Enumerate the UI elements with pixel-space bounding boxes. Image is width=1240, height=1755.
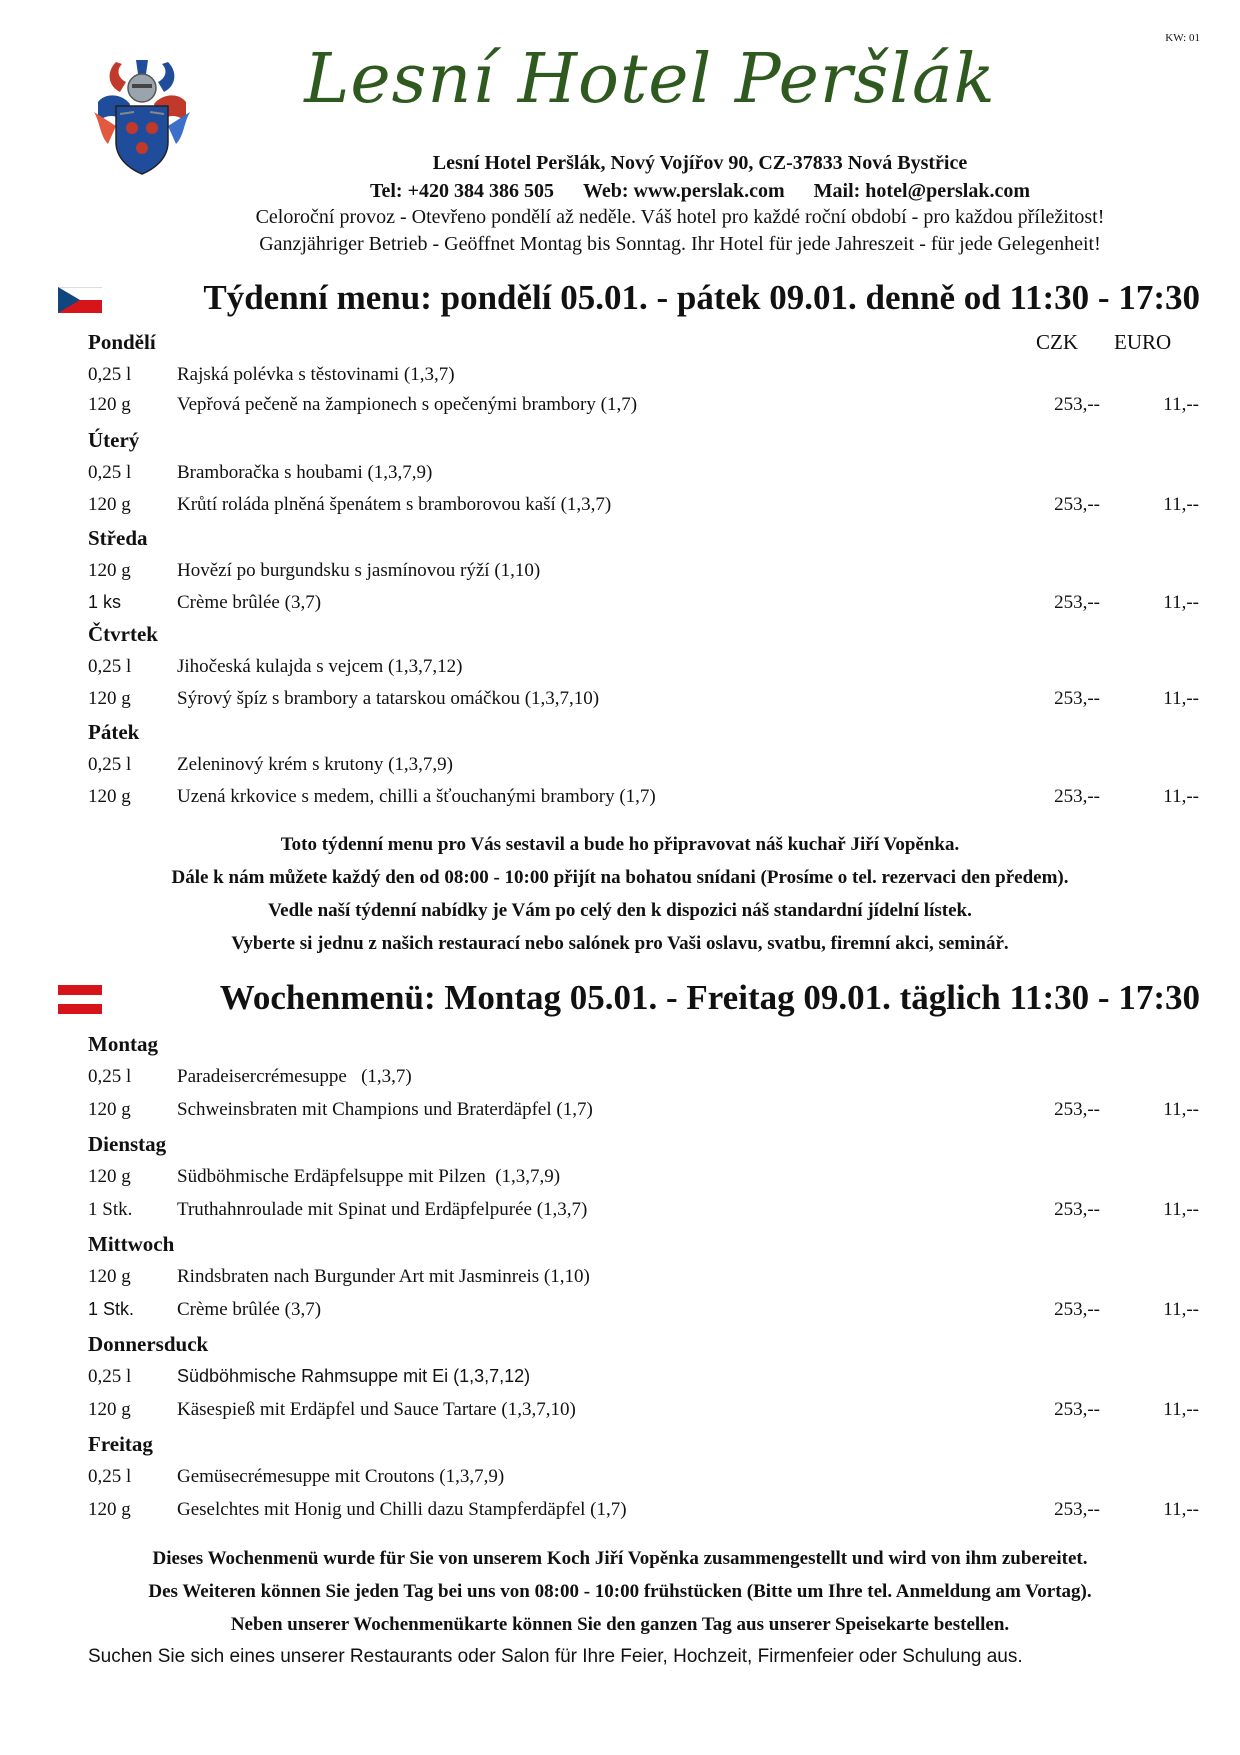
website-link[interactable]: Web: www.perslak.com	[582, 180, 785, 202]
hotel-brand-title: Lesní Hotel Peršlák	[304, 40, 996, 119]
menu-qty: 120 g	[88, 494, 131, 515]
day-heading: Dienstag	[88, 1132, 167, 1156]
menu-note: Toto týdenní menu pro Vás sestavil a bude ho připravovat náš kuchař Jiří Vopěnka.	[280, 834, 960, 855]
menu-dish: Rindsbraten nach Burgunder Art mit Jasminreis (1,10)	[177, 1266, 590, 1287]
price-czk: 253,--	[1054, 1099, 1100, 1120]
menu-dish: Vepřová pečeně na žampionech s opečenými brambory (1,7)	[177, 394, 638, 415]
menu-note: Suchen Sie sich eines unserer Restaurants oder Salon für Ihre Feier, Hochzeit, Firmenfeier oder Schulung aus.	[88, 1646, 1023, 1667]
price-czk: 253,--	[1054, 1199, 1100, 1220]
menu-qty: 120 g	[88, 1499, 131, 1520]
menu-note: Vedle naší týdenní nabídky je Vám po celý den k dispozici náš standardní jídelní lístek.	[268, 900, 972, 921]
price-czk: 253,--	[1054, 1499, 1100, 1520]
menu-row	[0, 1499, 1240, 1529]
menu-qty: 120 g	[88, 688, 131, 709]
price-czk: 253,--	[1054, 786, 1100, 807]
menu-row	[0, 1199, 1240, 1229]
menu-dish: Südböhmische Erdäpfelsuppe mit Pilzen (1,3,7,9)	[177, 1166, 561, 1187]
menu-note: Vyberte si jednu z našich restaurací nebo salónek pro Vaši oslavu, svatbu, firemní akci, seminář.	[231, 933, 1009, 954]
price-czk: 253,--	[1054, 1399, 1100, 1420]
austrian-flag-icon	[58, 985, 102, 1014]
price-czk: 253,--	[1054, 394, 1100, 415]
menu-qty: 1 Stk.	[88, 1199, 133, 1220]
price-eur: 11,--	[1163, 1099, 1199, 1120]
price-eur: 11,--	[1163, 1299, 1199, 1320]
menu-qty: 120 g	[88, 394, 131, 415]
menu-dish: Gemüsecrémesuppe mit Croutons (1,3,7,9)	[177, 1466, 505, 1487]
menu-row	[0, 1399, 1240, 1429]
price-eur: 11,--	[1163, 494, 1199, 515]
price-eur: 11,--	[1163, 1199, 1199, 1220]
menu-dish: Hovězí po burgundsku s jasmínovou rýží (1,10)	[177, 560, 541, 581]
menu-row	[0, 754, 1240, 784]
tagline-german: Ganzjähriger Betrieb - Geöffnet Montag bis Sonntag. Ihr Hotel für jede Jahreszeit - für jede Gelegenheit!	[259, 233, 1101, 255]
price-czk: 253,--	[1054, 1299, 1100, 1320]
day-heading: Pátek	[88, 720, 140, 744]
czech-menu-title: Týdenní menu: pondělí 05.01. - pátek 09.01. denně od 11:30 - 17:30	[203, 278, 1200, 317]
menu-row	[0, 364, 1240, 394]
menu-dish: Sýrový špíz s brambory a tatarskou omáčkou (1,3,7,10)	[177, 688, 600, 709]
menu-dish: Geselchtes mit Honig und Chilli dazu Stampferdäpfel (1,7)	[177, 1499, 627, 1520]
menu-row	[0, 494, 1240, 524]
menu-row	[0, 1099, 1240, 1129]
contact-line	[80, 180, 1240, 203]
day-heading: Freitag	[88, 1432, 153, 1456]
menu-dish: Uzená krkovice s medem, chilli a šťouchanými brambory (1,7)	[177, 786, 656, 807]
menu-qty: 1 ks	[88, 592, 122, 612]
menu-dish: Käsespieß mit Erdäpfel und Sauce Tartare (1,3,7,10)	[177, 1399, 576, 1420]
menu-row	[0, 560, 1240, 590]
day-heading: Středa	[88, 526, 148, 550]
hotel-address: Lesní Hotel Peršlák, Nový Vojířov 90, CZ-37833 Nová Bystřice	[432, 152, 968, 174]
menu-row	[0, 1266, 1240, 1296]
menu-dish: Jihočeská kulajda s vejcem (1,3,7,12)	[177, 656, 463, 677]
menu-dish: Crème brûlée (3,7)	[177, 592, 322, 613]
menu-dish: Zeleninový krém s krutony (1,3,7,9)	[177, 754, 453, 775]
german-menu-title: Wochenmenü: Montag 05.01. - Freitag 09.01. täglich 11:30 - 17:30	[219, 978, 1200, 1017]
menu-dish: Südböhmische Rahmsuppe mit Ei (1,3,7,12)	[177, 1366, 531, 1386]
menu-qty: 120 g	[88, 1399, 131, 1420]
menu-row	[0, 1299, 1240, 1329]
menu-row	[0, 1066, 1240, 1096]
price-eur: 11,--	[1163, 1499, 1199, 1520]
menu-note: Des Weiteren können Sie jeden Tag bei uns von 08:00 - 10:00 frühstücken (Bitte um Ihre tel. Anmeldung am Vortag).	[148, 1581, 1092, 1602]
czk-column-header: CZK	[1036, 330, 1078, 354]
menu-qty: 0,25 l	[88, 462, 132, 483]
menu-dish: Crème brûlée (3,7)	[177, 1299, 322, 1320]
menu-row	[0, 1466, 1240, 1496]
menu-note: Dále k nám můžete každý den od 08:00 - 10:00 přijít na bohatou snídani (Prosíme o tel. rezervaci den předem).	[171, 867, 1069, 888]
menu-qty: 120 g	[88, 1099, 131, 1120]
price-eur: 11,--	[1163, 1399, 1199, 1420]
menu-row	[0, 1166, 1240, 1196]
euro-column-header: EURO	[1114, 330, 1172, 354]
menu-qty: 0,25 l	[88, 656, 132, 677]
menu-row	[0, 1366, 1240, 1396]
menu-row	[0, 462, 1240, 492]
price-czk: 253,--	[1054, 494, 1100, 515]
menu-qty: 0,25 l	[88, 364, 132, 385]
day-heading: Čtvrtek	[88, 622, 158, 646]
menu-dish: Bramboračka s houbami (1,3,7,9)	[177, 462, 433, 483]
email-link[interactable]: Mail: hotel@perslak.com	[813, 180, 1031, 202]
day-heading: Pondělí	[88, 330, 156, 354]
menu-row	[0, 656, 1240, 686]
day-heading: Úterý	[88, 428, 140, 452]
czech-flag-icon	[58, 287, 102, 313]
kw-label: KW: 01	[1165, 32, 1200, 44]
day-heading: Mittwoch	[88, 1232, 175, 1256]
menu-row	[0, 786, 1240, 816]
menu-dish: Paradeisercrémesuppe (1,3,7)	[177, 1066, 412, 1087]
price-eur: 11,--	[1163, 592, 1199, 613]
menu-note: Dieses Wochenmenü wurde für Sie von unserem Koch Jiří Vopěnka zusammengestellt und wird von ihm zubereitet.	[152, 1548, 1088, 1569]
price-eur: 11,--	[1163, 688, 1199, 709]
phone-number: Tel: +420 384 386 505	[369, 180, 554, 202]
menu-row	[0, 688, 1240, 718]
price-eur: 11,--	[1163, 786, 1199, 807]
price-czk: 253,--	[1054, 592, 1100, 613]
menu-row	[0, 592, 1240, 622]
price-czk: 253,--	[1054, 688, 1100, 709]
menu-note: Neben unserer Wochenmenükarte können Sie den ganzen Tag aus unserer Speisekarte bestellen.	[230, 1614, 1010, 1635]
tagline-czech: Celoroční provoz - Otevřeno pondělí až neděle. Váš hotel pro každé roční období - pro každou příležitost!	[255, 206, 1105, 228]
menu-dish: Krůtí roláda plněná špenátem s bramborovou kaší (1,3,7)	[177, 494, 612, 515]
menu-qty: 0,25 l	[88, 754, 132, 775]
menu-qty: 120 g	[88, 786, 131, 807]
menu-qty: 1 Stk.	[88, 1299, 135, 1319]
menu-qty: 0,25 l	[88, 1366, 132, 1387]
menu-qty: 0,25 l	[88, 1466, 132, 1487]
menu-qty: 120 g	[88, 1266, 131, 1287]
menu-qty: 120 g	[88, 1166, 131, 1187]
menu-dish: Rajská polévka s těstovinami (1,3,7)	[177, 364, 455, 385]
menu-dish: Schweinsbraten mit Champions und Braterdäpfel (1,7)	[177, 1099, 593, 1120]
day-heading: Donnersduck	[88, 1332, 209, 1356]
menu-qty: 120 g	[88, 560, 131, 581]
price-eur: 11,--	[1163, 394, 1199, 415]
menu-qty: 0,25 l	[88, 1066, 132, 1087]
menu-dish: Truthahnroulade mit Spinat und Erdäpfelpurée (1,3,7)	[177, 1199, 588, 1220]
day-heading: Montag	[88, 1032, 158, 1056]
menu-row	[0, 394, 1240, 424]
